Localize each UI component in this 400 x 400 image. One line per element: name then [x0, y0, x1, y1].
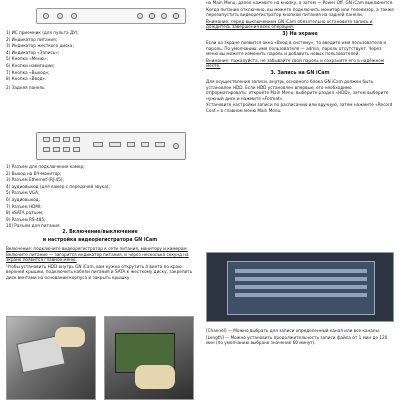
- list-item: 7) Разъем HDMI;: [6, 203, 42, 209]
- camera-port-icon: [53, 137, 60, 142]
- list-item: 1) ИС приемник (для пульта ДУ);: [6, 30, 79, 35]
- menu-key-icon: [137, 13, 143, 19]
- list-item: 5) Разъем VGA;: [6, 190, 40, 196]
- front-panel-illustration: [36, 8, 186, 24]
- right-column: [206, 0, 394, 400]
- power-socket-icon: [173, 143, 179, 149]
- camera-port-icon: [63, 137, 70, 142]
- back-panel-list: [6, 164, 194, 230]
- camera-port-icon: [43, 147, 50, 152]
- list-item: 1) Разъем для подключения камер;: [6, 164, 85, 169]
- nav-key-icon: [149, 13, 155, 19]
- hdmi-port-icon: [127, 142, 135, 147]
- paragraph: Установите настройки записи по расписанию или вручную, затем нажмите «Record Conf.» в главном меню Main Menu.: [206, 102, 393, 113]
- paragraph: [Length] — Можно установить продолжительность записи файла от 1 мин до 120 мин (по умолчанию выбрано значение 60 минут).: [206, 334, 388, 346]
- paragraph: Если на экране появится окно «Вход в систему», то введите имя пользователя и пароль. По умолчанию: имя пользователя — admin, пароль отсутствует. Через меню вы можете изменить пароль и добавить новых пользователей.: [206, 39, 387, 57]
- list-item: 5) Кнопка «Меню»;: [6, 56, 49, 62]
- section-heading: 3) На экране: [282, 31, 318, 37]
- rs485-port-icon: [155, 142, 165, 147]
- back-panel-illustration: [36, 132, 186, 160]
- list-item: 7) Кнопка «Выход»;: [6, 69, 50, 75]
- list-item: 4) аудиовыход (для камер с передачей звука);: [6, 183, 110, 189]
- exit-key-icon: [161, 13, 167, 19]
- setup-section: [6, 228, 194, 282]
- record-menu-screenshot: [206, 252, 394, 322]
- list-item: 10) Разъем для питания.: [6, 223, 61, 229]
- camera-port-icon: [53, 147, 60, 152]
- list-item: 8) Кнопка «Ввод».: [6, 76, 47, 82]
- paragraph: [Channel] — Можно выбрать для записи определенный канал или все каналы.: [206, 328, 381, 333]
- hdd-install-photo: [6, 316, 96, 400]
- vga-port-icon: [109, 142, 121, 147]
- paragraph: Включение: подключите видеорегистратор к сети питания, монитору и камерам. Включите питание — загорится индикатор питания, и через несколько секунд на экране появится главное меню.: [6, 246, 189, 263]
- camera-port-icon: [43, 137, 50, 142]
- paragraph: Когда питание отключено, вы можете подключить монитор или телевизор, а также перезапустить видеорегистратор кнопкой питания на задней панели.: [206, 6, 394, 18]
- front-panel-list: [6, 30, 194, 91]
- paragraph: на Main Menu, далее нажмите на кнопку, а затем — Power Off. GN iCam выключится.: [206, 0, 394, 5]
- list-item: 4) Индикатор «Запись»;: [6, 49, 60, 55]
- camera-port-icon: [73, 147, 80, 152]
- power-led-icon: [57, 13, 63, 19]
- section-subtitle: и настройка видеорегистратора GN iCam: [42, 238, 158, 243]
- right-text-bottom: [206, 328, 394, 347]
- paragraph: Для осуществления записи, внутрь основного блока GN iCam должен быть установлен HDD. Если HDD установлен впервые, его необходимо отформатировать: откройте Main Menu, выберите раздел «HDD», затем выберите нужный диск и нажмите «Format».: [206, 78, 389, 101]
- section-heading: 3. Запись на GN iCam: [270, 70, 330, 76]
- list-item: 6) аудиовыход;: [6, 196, 40, 202]
- camera-port-icon: [63, 147, 70, 152]
- back-panel-heading: 2) Задняя панель: [6, 84, 45, 90]
- enter-key-icon: [173, 13, 179, 19]
- left-column: [6, 0, 194, 400]
- paragraph: Внимание: пожалуйста, не забывайте свой пароль и сохраните его в надёжном месте.: [206, 57, 385, 69]
- list-item: 3) Разъем Ethernet (RJ-45);: [6, 177, 64, 183]
- list-item: 6) Кнопки навигации;: [6, 62, 55, 68]
- paragraph: Внимание: перед выключением GN iCam обязательно остановите запись и дождитесь завершения всех операций.: [206, 18, 373, 30]
- camera-port-icon: [73, 137, 80, 142]
- list-item: 2) Индикатор питания;: [6, 36, 58, 42]
- list-item: 8) eSATA разъем;: [6, 210, 44, 216]
- list-item: 9) Разъем RS-485;: [6, 216, 46, 222]
- section-title: 2. Включение/выключение: [62, 230, 138, 235]
- list-item: 3) Индикатор жесткого диска;: [6, 43, 74, 49]
- ethernet-port-icon: [93, 142, 103, 147]
- ir-receiver-icon: [43, 13, 49, 19]
- right-text-top: [206, 0, 394, 115]
- paragraph: Чтобы установить HDD внутрь GN iCam, вам нужно открутить 4 винта по краю верхней крышки, подключить кабели питания и SATA к жесткому диску, закрепить диск винтами на основании корпуса и закрыть крышку.: [6, 263, 193, 280]
- hdd-led-icon: [71, 13, 77, 19]
- dvr-inside-photo: [104, 316, 194, 400]
- list-item: 2) Выход на ВЧ-монитор;: [6, 170, 62, 176]
- esata-port-icon: [141, 142, 149, 147]
